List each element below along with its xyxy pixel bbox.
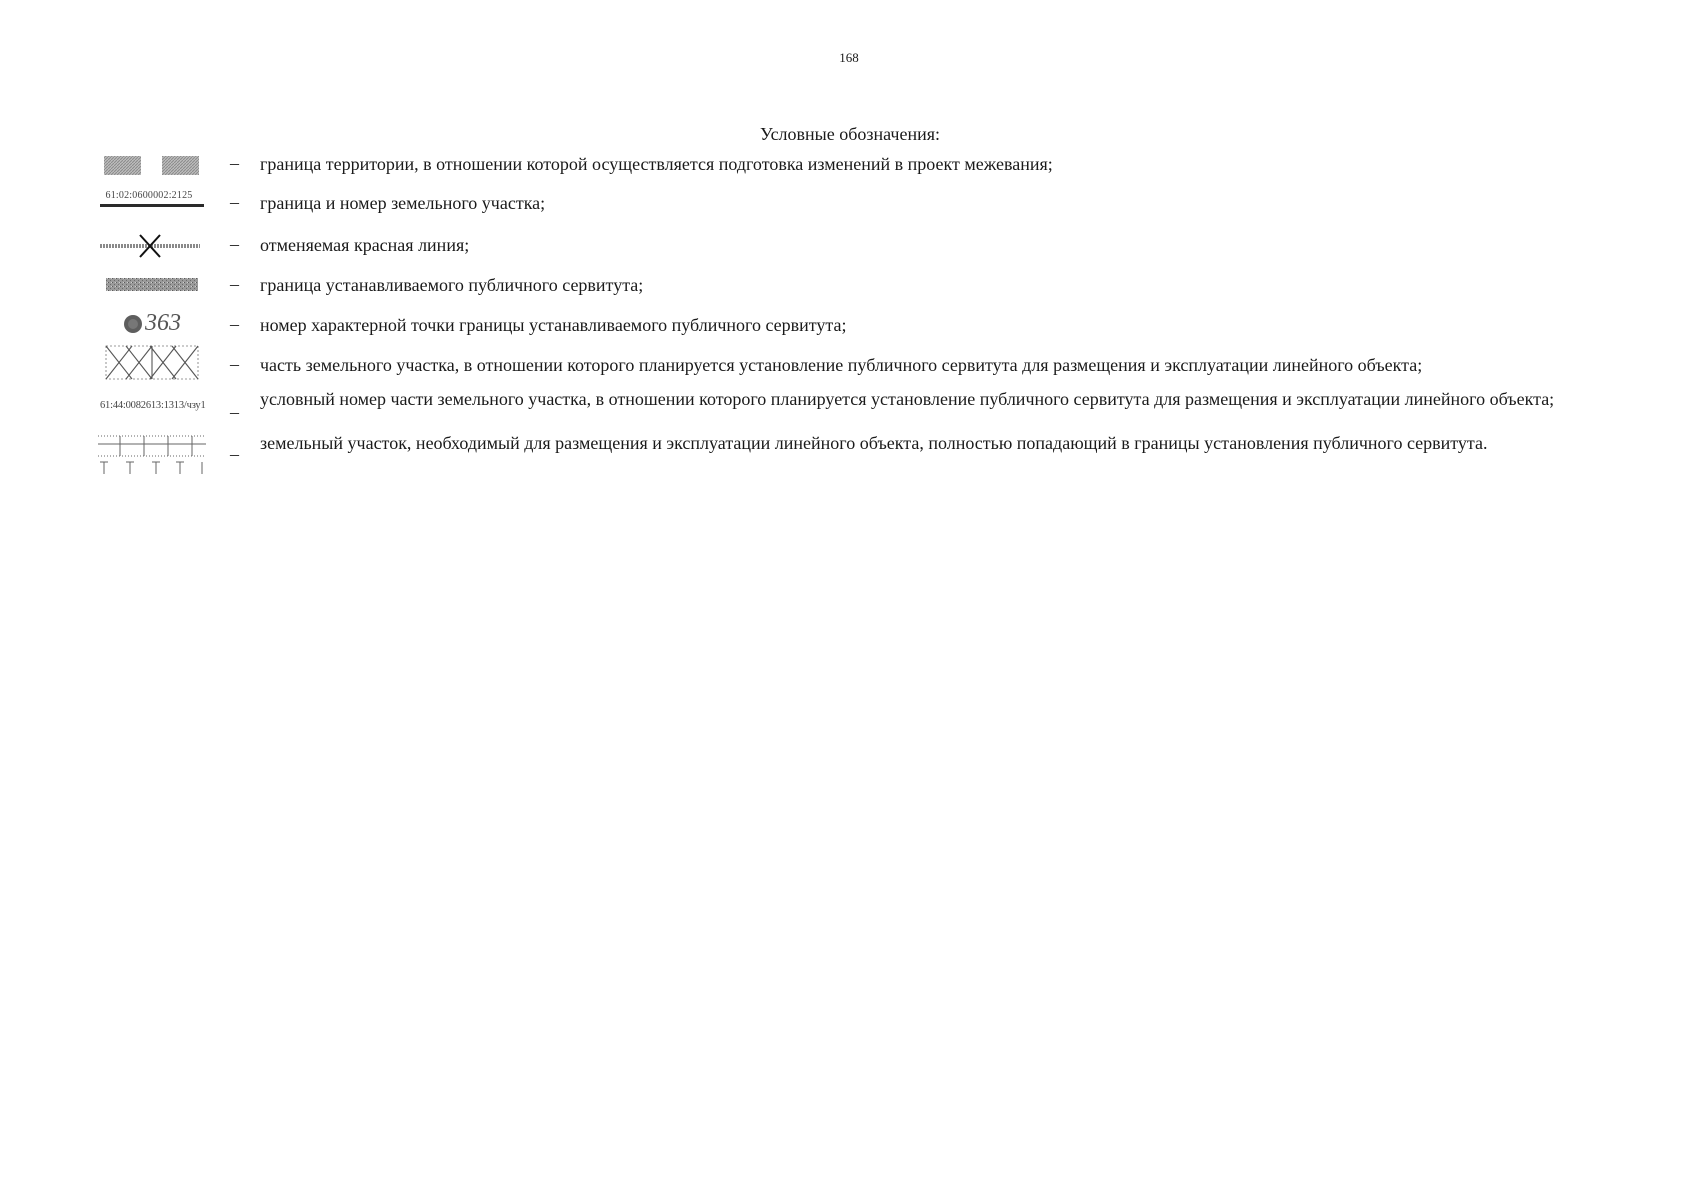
- brick-pattern-icon: [96, 432, 206, 485]
- legend-dash: –: [230, 314, 239, 334]
- legend-item: [96, 432, 1676, 482]
- characteristic-point-icon: [96, 310, 233, 337]
- legend-item-text: отменяемая красная линия;: [260, 235, 470, 255]
- legend-item-text: условный номер части земельного участка, в отношении которого планируется установление публичного сервитута для размещения и эксплуатации линейного объекта;: [260, 389, 1555, 409]
- legend-item: [96, 232, 1676, 262]
- legend-dash: –: [230, 402, 239, 422]
- legend-item: [96, 190, 1676, 216]
- legend-item: [96, 154, 1676, 178]
- parcel-number-label: 61:02:0600002:2125: [105, 190, 193, 201]
- legend-dash: –: [230, 274, 239, 294]
- legend-item-text: граница территории, в отношении которой осуществляется подготовка изменений в проект межевания;: [260, 154, 1053, 174]
- legend-dash: –: [230, 234, 239, 254]
- legend-dash: –: [230, 153, 239, 173]
- servitude-boundary-icon: [96, 274, 206, 297]
- legend-item-text: номер характерной точки границы устанавливаемого публичного сервитута;: [260, 315, 847, 335]
- legend-dash: –: [230, 192, 239, 212]
- legend-item: [96, 342, 1676, 382]
- legend-item: [96, 388, 1676, 434]
- legend-title: [0, 124, 1698, 145]
- point-number-label: 363: [145, 310, 181, 336]
- legend-dash: –: [230, 354, 239, 374]
- legend-dash: –: [230, 444, 239, 464]
- legend-title-text: Условные обозначения:: [759, 124, 941, 144]
- legend-item-text: часть земельного участка, в отношении которого планируется установление публичного сервитута для размещения и эксплуатации линейного объекта;: [260, 355, 1423, 375]
- conditional-number-label: 61:44:0082613:1313/чзу1: [100, 400, 206, 411]
- crosshatch-area-icon: [96, 342, 206, 387]
- hatched-boundary-rectangles-icon: [96, 154, 206, 181]
- legend-item: [96, 274, 1676, 296]
- legend-item-text: граница и номер земельного участка;: [260, 193, 546, 213]
- cancelled-red-line-icon: [96, 232, 206, 265]
- legend-item: [96, 310, 1676, 340]
- point-circle-icon: [123, 314, 143, 334]
- legend-item-text: граница устанавливаемого публичного сервитута;: [260, 275, 644, 295]
- conditional-number-label-icon: [100, 400, 210, 411]
- legend-item-text: земельный участок, необходимый для размещения и эксплуатации линейного объекта, полностью попадающий в границы установления публичного сервитута.: [260, 433, 1488, 453]
- page-number: 168: [839, 50, 859, 65]
- parcel-boundary-line-icon: [96, 190, 206, 210]
